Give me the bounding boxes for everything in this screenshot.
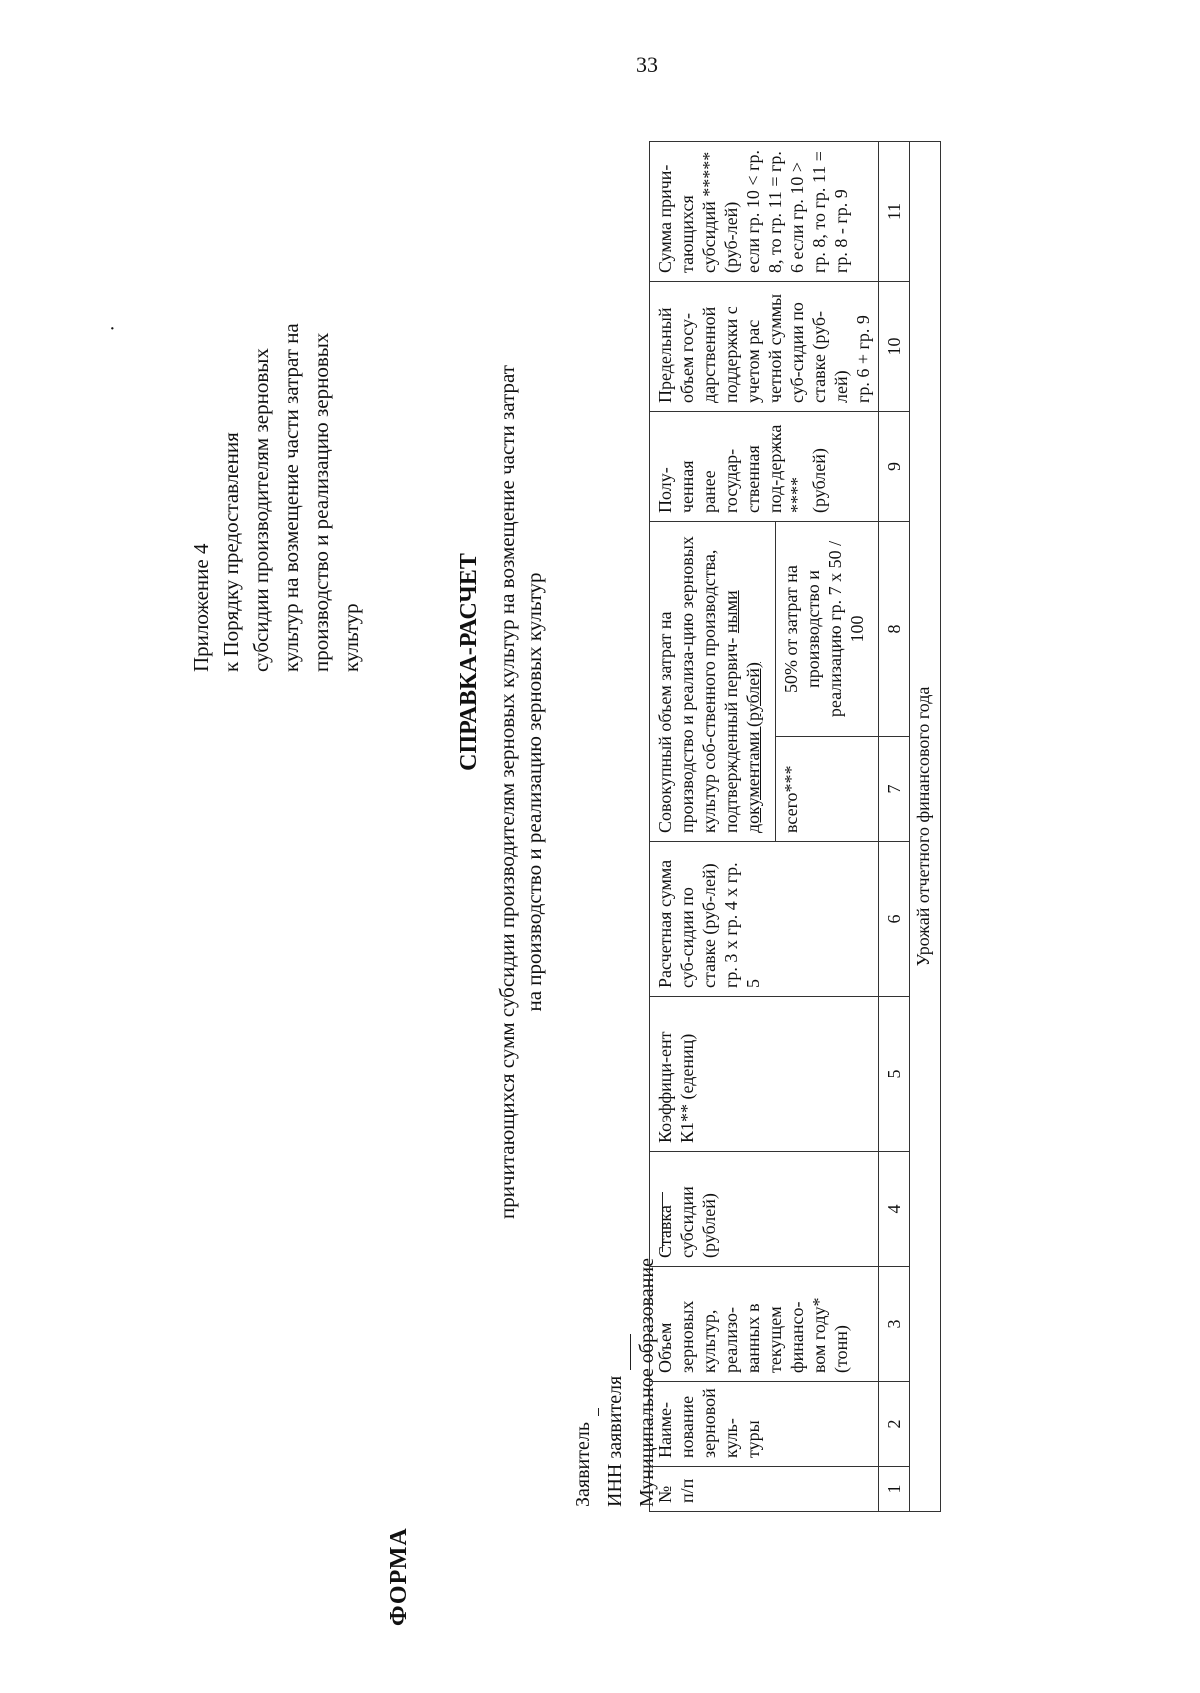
page-number: 33 — [636, 52, 658, 77]
column-number: 8 — [879, 522, 910, 737]
applicant-label: Заявитель — [572, 1422, 594, 1507]
col-header-crop-name: Наиме-нование зерновой куль-туры — [650, 1382, 879, 1467]
column-number: 5 — [879, 997, 910, 1152]
appendix-note — [186, 152, 366, 672]
col-header-volume: Объем зерновых культур, реализо-ванных в текущем финансо-вом году* (тонн) — [650, 1267, 879, 1382]
inn-input-line[interactable] — [606, 1334, 631, 1370]
appendix-line: к Порядку предоставления — [219, 432, 243, 672]
col-header-calculated-sum — [650, 842, 879, 997]
column-number: 4 — [879, 1152, 910, 1267]
col-header-received-support: Полу-ченная ранее государ-ственная под-держка **** (рублей) — [650, 412, 879, 522]
inn-label: ИНН заявителя — [604, 1375, 626, 1507]
col-header-due-subsidy — [650, 142, 879, 282]
inn-row — [599, 1192, 631, 1507]
due-subsidy-text: Сумма причи-тающихся субсидий ***** (руб-лей) — [655, 151, 741, 273]
column-number: 10 — [879, 282, 910, 412]
header-row — [650, 142, 776, 1512]
col-header-total-costs — [650, 522, 776, 842]
col-header-rate: Ставка субсидии (рублей) — [650, 1152, 879, 1267]
applicant-row — [567, 1192, 599, 1507]
total-costs-text-underlined: ными документами (рублей) — [721, 590, 763, 833]
column-number: 2 — [879, 1382, 910, 1467]
rotated-content — [24, 112, 1200, 1632]
column-number-row — [879, 142, 910, 1512]
max-support-text: Предельный объем госу-дарственной поддержки с учетом рас четной суммы суб-сидии по ставке (руб-лей) — [655, 293, 851, 403]
form-label: ФОРМА — [386, 1527, 412, 1626]
col-header-costs-total: всего*** — [776, 737, 879, 842]
col-header-coefficient: Коэффици-ент К1** (едениц) — [650, 997, 879, 1152]
col-header-number: № п/п — [650, 1467, 879, 1512]
document-subtitle — [494, 112, 548, 1472]
total-costs-text: Совокупный объем затрат на производство и реализа-цию зерновых культур соб-ственного производства, подтвержденный первич- — [655, 536, 741, 833]
calculated-sum-text: Расчетная сумма суб-сидии по ставке (руб-лей) — [655, 859, 719, 988]
due-subsidy-formula: если гр. 10 < гр. 8, то гр. 11 = гр. 6 если гр. 10 > гр. 8, то гр. 11 = гр. 8 - гр. 9 — [743, 150, 851, 273]
appendix-line: субсидии производителям зерновых — [249, 348, 273, 672]
stray-mark: · — [109, 318, 116, 340]
document-title: СПРАВКА-РАСЧЕТ — [456, 553, 482, 771]
harvest-row — [910, 142, 941, 1512]
appendix-line: культур — [339, 603, 363, 672]
column-number: 3 — [879, 1267, 910, 1382]
appendix-line: культур на возмещение части затрат на — [279, 323, 303, 672]
col-header-max-support — [650, 282, 879, 412]
subtitle-line: причитающихся сумм субсидии производителям зерновых культур на возмещение части затрат — [495, 365, 519, 1219]
calculated-sum-formula: гр. 3 x гр. 4 x гр. 5 — [721, 862, 763, 988]
column-number: 9 — [879, 412, 910, 522]
column-number: 1 — [879, 1467, 910, 1512]
col-header-costs-50-percent: 50% от затрат на производство и реализацию гр. 7 x 50 / 100 — [776, 522, 879, 737]
harvest-label: Урожай отчетного финансового года — [910, 142, 941, 1512]
column-number: 6 — [879, 842, 910, 997]
appendix-line: производство и реализацию зерновых — [309, 332, 333, 672]
calculation-table — [649, 141, 941, 1512]
appendix-line: Приложение 4 — [189, 543, 213, 672]
applicant-input-line[interactable] — [574, 1408, 599, 1416]
column-number: 11 — [879, 142, 910, 282]
max-support-formula: гр. 6 + гр. 9 — [853, 315, 873, 403]
municipality-label: Муниципальное образование — [636, 1258, 658, 1507]
subtitle-line: на производство и реализацию зерновых культур — [522, 572, 546, 1012]
column-number: 7 — [879, 737, 910, 842]
